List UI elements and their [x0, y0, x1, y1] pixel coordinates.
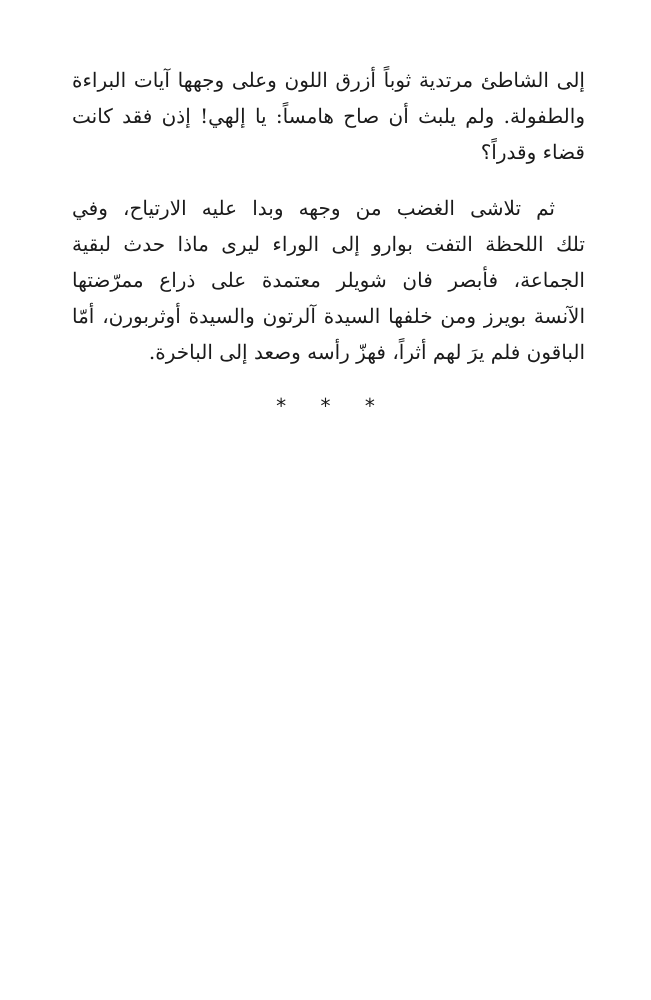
paragraph-2	[72, 190, 585, 370]
text-line: ثم تلاشى الغضب من وجهه وبدا عليه الارتياح، وفي	[72, 196, 555, 220]
text-line: قضاء وقدراً؟	[480, 140, 585, 164]
text-line: الجماعة، فأبصر فان شويلر معتمدة على ذراع ممرّضتها	[72, 268, 585, 292]
text-line: الآنسة بويرز ومن خلفها السيدة آلرتون والسيدة أوثربورن، أمّا	[72, 304, 585, 328]
text-line: الباقون فلم يرَ لهم أثراً، فهزّ رأسه وصعد إلى الباخرة.	[148, 340, 585, 364]
section-separator: * * *	[276, 394, 389, 418]
text-line: إلى الشاطئ مرتدية ثوباً أزرق اللون وعلى وجهها آيات البراءة	[72, 68, 585, 92]
text-line: تلك اللحظة التفت بوارو إلى الوراء ليرى ماذا حدث لبقية	[72, 232, 585, 256]
text-line: والطفولة. ولم يلبث أن صاح هامساً: يا إلهي! إذن فقد كانت	[72, 104, 585, 128]
paragraph-1	[72, 62, 585, 170]
